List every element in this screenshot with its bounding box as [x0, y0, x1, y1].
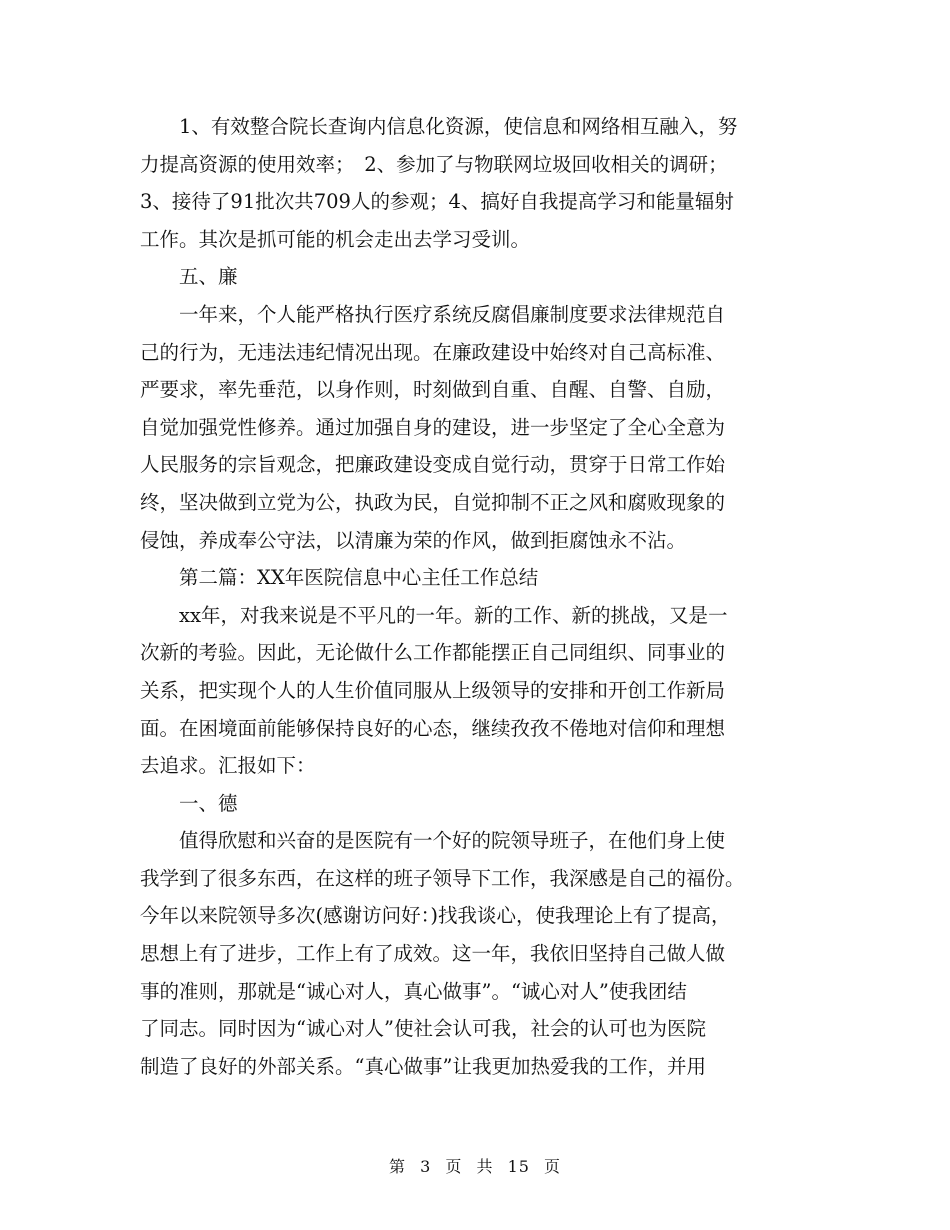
text-line: 次新的考验。因此，无论做什么工作都能摆正自己同组织、同事业的: [140, 641, 726, 665]
page-number-footer: [0, 1154, 950, 1177]
current-page-number: 3: [420, 1157, 432, 1176]
text-line: 今年以来院领导多次(感谢访问好：)找我谈心，使我理论上有了提高，: [140, 904, 731, 928]
text-line: 我学到了很多东西，在这样的班子领导下工作，我深感是自己的福份。: [140, 866, 745, 890]
text-line: 一年来，个人能严格执行医疗系统反腐倡廉制度要求法律规范自: [140, 302, 726, 326]
text-line: 关系，把实现个人的人生价值同服从上级领导的安排和开创工作新局: [140, 678, 726, 702]
section-heading: 五、廉: [140, 265, 238, 289]
text-line: 工作。其次是抓可能的机会走出去学习受训。: [140, 227, 531, 251]
text-line: 思想上有了进步，工作上有了成效。这一年，我依旧坚持自己做人做: [140, 942, 726, 966]
footer-suffix: 页: [544, 1157, 562, 1176]
text-line: xx年，对我来说是不平凡的一年。新的工作、新的挑战，又是一: [140, 603, 728, 627]
text-line: 面。在困境面前能够保持良好的心态，继续孜孜不倦地对信仰和理想: [140, 716, 726, 740]
footer-total-word: 共: [476, 1157, 494, 1176]
text-line: 了同志。同时因为“诚心对人”使社会认可我，社会的认可也为医院: [140, 1017, 706, 1041]
text-line: 力提高资源的使用效率； 2、参加了与物联网垃圾回收相关的调研；: [140, 152, 728, 176]
footer-page-word: 页: [445, 1157, 463, 1176]
text-line: 制造了良好的外部关系。“真心做事”让我更加热爱我的工作，并用: [140, 1054, 706, 1078]
text-line: 3、接待了91批次共709人的参观；4、搞好自我提高学习和能量辐射: [140, 190, 734, 214]
text-line: 己的行为，无违法违纪情况出现。在廉政建设中始终对自己高标准、: [140, 340, 726, 364]
text-line: 1、有效整合院长查询内信息化资源，使信息和网络相互融入，努: [140, 115, 738, 138]
total-page-number: 15: [507, 1157, 530, 1176]
text-line: 值得欣慰和兴奋的是医院有一个好的院领导班子，在他们身上使: [140, 829, 726, 853]
body-text: [140, 108, 830, 1085]
text-line: 事的准则，那就是“诚心对人，真心做事”。“诚心对人”使我团结: [140, 979, 687, 1003]
footer-prefix: 第: [388, 1157, 406, 1176]
text-line: 去追求。汇报如下：: [140, 754, 316, 778]
text-line: 人民服务的宗旨观念，把廉政建设变成自觉行动，贯穿于日常工作始: [140, 453, 726, 477]
text-line: 侵蚀，养成奉公守法，以清廉为荣的作风，做到拒腐蚀永不沾。: [140, 528, 687, 552]
text-line: 终，坚决做到立党为公，执政为民，自觉抑制不正之风和腐败现象的: [140, 490, 726, 514]
text-line: 自觉加强党性修养。通过加强自身的建设，进一步坚定了全心全意为: [140, 415, 726, 439]
article-title: 第二篇：XX年医院信息中心主任工作总结: [140, 566, 539, 590]
text-line: 严要求，率先垂范，以身作则，时刻做到自重、自醒、自警、自励，: [140, 378, 726, 402]
section-heading: 一、德: [140, 791, 238, 815]
